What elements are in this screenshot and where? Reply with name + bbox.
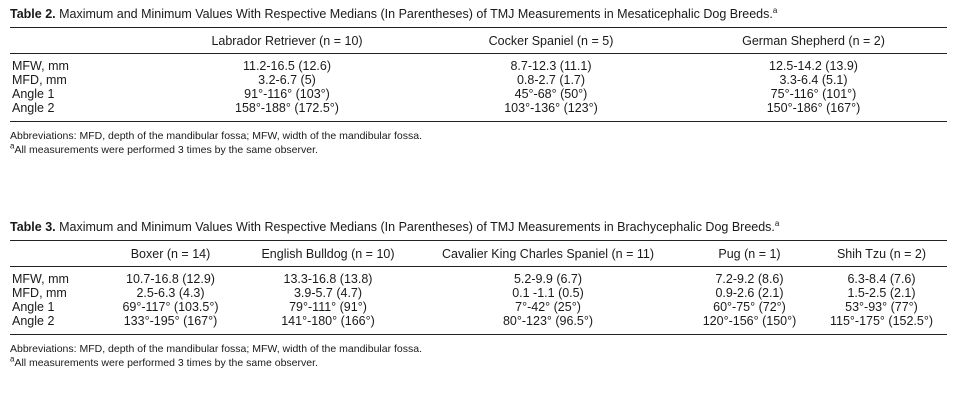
column-header: Pug (n = 1) xyxy=(683,241,816,267)
row-label: Angle 2 xyxy=(12,101,55,115)
table-cell: 141°-180° (166°) xyxy=(281,314,375,328)
table-cell: 91°-116° (103°) xyxy=(244,87,330,101)
table-cell: 1.5-2.5 (2.1) xyxy=(847,286,916,300)
table-cell: 0.9-2.6 (2.1) xyxy=(715,286,784,300)
table-cell: 0.1 -1.1 (0.5) xyxy=(512,286,584,300)
table-3-caption xyxy=(10,219,947,235)
table-2-caption xyxy=(10,6,947,22)
table-cell: 3.2-6.7 (5) xyxy=(258,73,316,87)
column-header: Cocker Spaniel (n = 5) xyxy=(422,28,680,54)
table-3-footnote-text: All measurements were performed 3 times by the same observer. xyxy=(14,357,318,369)
table-cell: 6.3-8.4 (7.6) xyxy=(847,272,916,286)
table-3-abbreviations: Abbreviations: MFD, depth of the mandibular fossa; MFW, width of the mandibular fossa. xyxy=(10,343,423,355)
table-row xyxy=(10,73,947,87)
table-cell: 8.7-12.3 (11.1) xyxy=(510,59,592,73)
table-2-title: Maximum and Minimum Values With Respective Medians (In Parentheses) of TMJ Measurements in Mesaticephalic Dog Breeds. xyxy=(59,7,773,21)
table-2-header-row xyxy=(10,28,947,54)
table-cell: 13.3-16.8 (13.8) xyxy=(283,272,373,286)
table-2 xyxy=(10,27,947,122)
table-row xyxy=(10,101,947,122)
table-cell: 150°-186° (167°) xyxy=(766,101,861,115)
table-row xyxy=(10,87,947,101)
row-label: MFD, mm xyxy=(12,73,67,87)
row-label: MFD, mm xyxy=(12,286,67,300)
table-3-notes xyxy=(10,342,947,370)
table-cell: 11.2-16.5 (12.6) xyxy=(242,59,332,73)
table-cell: 7.2-9.2 (8.6) xyxy=(715,272,784,286)
table-3 xyxy=(10,240,947,335)
table-cell: 12.5-14.2 (13.9) xyxy=(769,59,858,73)
table-2-footnote-text: All measurements were performed 3 times by the same observer. xyxy=(14,144,318,156)
column-header: Boxer (n = 14) xyxy=(98,241,243,267)
column-header: Labrador Retriever (n = 10) xyxy=(152,28,422,54)
table-2-abbreviations: Abbreviations: MFD, depth of the mandibular fossa; MFW, width of the mandibular fossa. xyxy=(10,130,423,142)
table-cell: 45°-68° (50°) xyxy=(514,87,588,101)
table-cell: 3.3-6.4 (5.1) xyxy=(779,73,848,87)
table-row xyxy=(10,54,947,74)
table-cell: 158°-188° (172.5°) xyxy=(235,101,339,115)
table-cell: 10.7-16.8 (12.9) xyxy=(126,272,215,286)
table-3-title: Maximum and Minimum Values With Respective Medians (In Parentheses) of TMJ Measurements in Brachycephalic Dog Breeds. xyxy=(59,220,775,234)
row-label: Angle 1 xyxy=(12,87,55,101)
table-3-label: Table 3. xyxy=(10,220,56,234)
table-3-footnote xyxy=(10,356,947,370)
table-2-title-sup: a xyxy=(772,5,778,15)
table-row xyxy=(10,286,947,300)
table-2-notes xyxy=(10,129,947,157)
column-header: English Bulldog (n = 10) xyxy=(243,241,413,267)
table-cell: 60°-75° (72°) xyxy=(713,300,786,314)
row-label: Angle 2 xyxy=(12,314,55,328)
column-header: Shih Tzu (n = 2) xyxy=(816,241,947,267)
table-cell: 5.2-9.9 (6.7) xyxy=(513,272,583,286)
row-label: Angle 1 xyxy=(12,300,55,314)
table-3-corner xyxy=(10,241,98,267)
table-3-footnote-sup: a xyxy=(10,354,15,364)
table-2-label: Table 2. xyxy=(10,7,56,21)
table-row xyxy=(10,267,947,287)
table-2-block xyxy=(10,6,947,157)
table-3-block xyxy=(10,219,947,370)
table-cell: 133°-195° (167°) xyxy=(123,314,218,328)
table-cell: 3.9-5.7 (4.7) xyxy=(293,286,363,300)
table-cell: 7°-42° (25°) xyxy=(515,300,581,314)
table-2-footnote xyxy=(10,143,947,157)
table-2-footnote-sup: a xyxy=(10,141,15,151)
table-3-title-sup: a xyxy=(774,218,780,228)
table-2-corner xyxy=(10,28,152,54)
table-cell: 115°-175° (152.5°) xyxy=(829,314,934,328)
table-row xyxy=(10,314,947,335)
row-label: MFW, mm xyxy=(12,272,69,286)
table-cell: 120°-156° (150°) xyxy=(702,314,797,328)
table-cell: 103°-136° (123°) xyxy=(504,101,598,115)
table-cell: 2.5-6.3 (4.3) xyxy=(136,286,205,300)
table-cell: 79°-111° (91°) xyxy=(289,300,367,314)
table-cell: 75°-116° (101°) xyxy=(770,87,857,101)
table-row xyxy=(10,300,947,314)
column-header: German Shepherd (n = 2) xyxy=(680,28,947,54)
table-cell: 53°-93° (77°) xyxy=(845,300,918,314)
column-header: Cavalier King Charles Spaniel (n = 11) xyxy=(413,241,683,267)
table-cell: 69°-117° (103.5°) xyxy=(122,300,219,314)
table-cell: 80°-123° (96.5°) xyxy=(502,314,594,328)
row-label: MFW, mm xyxy=(12,59,69,73)
table-cell: 0.8-2.7 (1.7) xyxy=(516,73,586,87)
table-3-header-row xyxy=(10,241,947,267)
